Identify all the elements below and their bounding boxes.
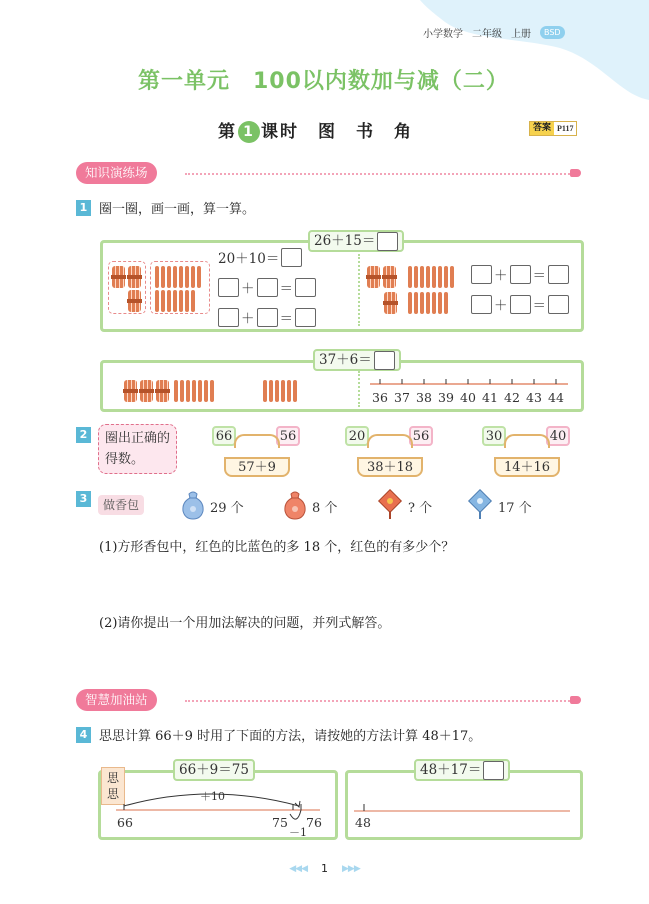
- sachet-square-blue-count: 17 个: [498, 501, 532, 516]
- answer-blank[interactable]: [377, 232, 398, 251]
- right-arrows-icon: ▶▶▶: [342, 863, 360, 874]
- right-bundles: [367, 266, 399, 292]
- number-line-label: 41: [482, 390, 498, 405]
- q4-mid-label: 75: [272, 815, 288, 830]
- page-footer: [0, 862, 649, 875]
- q1-equation-2: ＋ ＝: [218, 277, 316, 297]
- answer-blank[interactable]: [295, 278, 316, 297]
- answer-blank[interactable]: [257, 308, 278, 327]
- q4-jump-label: ＋10: [200, 790, 225, 803]
- answer-blank[interactable]: [471, 265, 492, 284]
- answer-option[interactable]: 20: [345, 426, 369, 446]
- answer-blank[interactable]: [218, 278, 239, 297]
- ten-bundle-extra: [128, 290, 144, 316]
- tens-bundles: [112, 266, 144, 292]
- answer-blank[interactable]: [471, 295, 492, 314]
- bottom-bundles: [124, 380, 172, 406]
- answer-reference: [529, 121, 577, 136]
- answer-blank[interactable]: [510, 265, 531, 284]
- ten-bundle-icon: [128, 266, 141, 288]
- q4-answer-number-line: [350, 800, 575, 816]
- question-number-2: 2: [76, 427, 91, 443]
- q1-bottom-divider: [358, 371, 360, 407]
- q1-bottom-header-text: 37＋6＝: [319, 352, 372, 368]
- sachet-red-count: 8 个: [312, 501, 338, 516]
- q4-back-label: －1: [289, 826, 307, 839]
- ten-bundle-icon: [112, 266, 125, 288]
- header-grade: 二年级: [472, 29, 502, 40]
- sachet-square-red-icon: [376, 489, 404, 525]
- q1-bottom-header: [313, 349, 401, 371]
- answer-blank[interactable]: [374, 351, 395, 370]
- answer-page: P117: [557, 124, 574, 133]
- q4-end-label: 76: [306, 815, 322, 830]
- ten-bundle-icon: [383, 266, 396, 288]
- q3-subquestion-1: (1)方形香包中，红色的比蓝色的多 18 个，红色的有多少个？: [99, 540, 455, 555]
- q2-basket-group: [482, 426, 574, 476]
- page-number: 1: [321, 862, 328, 875]
- header-volume: 上册: [511, 29, 531, 40]
- number-line-label: 43: [526, 390, 542, 405]
- pencil-endcap-icon: [570, 696, 581, 704]
- number-line-label: 42: [504, 390, 520, 405]
- sachet-square-blue-icon: [466, 489, 494, 525]
- number-line-label: 38: [416, 390, 432, 405]
- q4-example-header: 66＋9＝75: [173, 759, 255, 781]
- q1-number-line: [370, 375, 570, 407]
- lesson-prefix: 第: [218, 122, 237, 142]
- publisher-badge: BSD: [540, 26, 565, 39]
- ten-bundle-icon: [140, 380, 153, 402]
- answer-option[interactable]: 40: [546, 426, 570, 446]
- basket-handle-icon: [367, 434, 413, 448]
- ones-rods-row-1: [155, 266, 203, 292]
- basket-expression: 38＋18: [357, 457, 423, 477]
- ten-bundle-icon: [367, 266, 380, 288]
- question-number-1: 1: [76, 200, 91, 216]
- answer-blank[interactable]: [548, 295, 569, 314]
- answer-blank[interactable]: [548, 265, 569, 284]
- basket-handle-icon: [234, 434, 280, 448]
- answer-blank[interactable]: [218, 308, 239, 327]
- q3-label: 做香包: [98, 495, 144, 515]
- sachet-blue-icon: [180, 489, 206, 525]
- q4-answer-start-label: 48: [355, 815, 371, 830]
- q1-right-equation-1: ＋ ＝: [471, 264, 569, 284]
- q2-basket-group: [212, 426, 304, 476]
- answer-label: 答案: [530, 122, 554, 135]
- q2-basket-group: [345, 426, 437, 476]
- right-rods-row-2: [408, 292, 450, 318]
- answer-option[interactable]: 56: [409, 426, 433, 446]
- ten-bundle-icon: [384, 292, 397, 314]
- q1-top-header: [308, 230, 404, 252]
- number-line-label: 39: [438, 390, 454, 405]
- q3-subquestion-2: (2)请你提出一个用加法解决的问题，并列式解答。: [99, 616, 391, 631]
- ten-bundle-icon: [128, 290, 141, 312]
- q1-equation-1: [218, 247, 302, 267]
- q4-answer-header-text: 48＋17＝: [420, 762, 482, 778]
- header-subject: 小学数学: [423, 29, 463, 40]
- lesson-number-badge: 1: [238, 121, 260, 143]
- q4-answer-header: [414, 759, 510, 781]
- left-arrows-icon: ◀◀◀: [289, 863, 307, 874]
- lesson-name: 课时 图 书 角: [261, 122, 413, 142]
- q1-eq1-text: 20＋10＝: [218, 251, 280, 267]
- number-line-label: 40: [460, 390, 476, 405]
- lesson-title: [218, 117, 413, 143]
- sachet-red-icon: [282, 489, 308, 525]
- answer-option[interactable]: 66: [212, 426, 236, 446]
- basket-expression: 14＋16: [494, 457, 560, 477]
- number-line-label: 37: [394, 390, 410, 405]
- answer-blank[interactable]: [257, 278, 278, 297]
- section-wisdom-pill: 智慧加油站: [76, 689, 157, 711]
- section-practice-pill: 知识演练场: [76, 162, 157, 184]
- question-number-3: 3: [76, 491, 91, 507]
- q4-start-label: 66: [117, 815, 133, 830]
- answer-blank[interactable]: [295, 308, 316, 327]
- question-4-text: 思思计算 66＋9 时用了下面的方法，请按她的方法计算 48＋17。: [99, 729, 482, 744]
- number-line-label: 44: [548, 390, 564, 405]
- section-divider: [185, 173, 570, 175]
- number-line-axis: [370, 375, 570, 389]
- q1-top-header-text: 26＋15＝: [314, 233, 376, 249]
- q4-name-tag: 思思: [101, 767, 125, 805]
- sachet-blue-count: 29 个: [210, 501, 244, 516]
- answer-blank[interactable]: [510, 295, 531, 314]
- pencil-endcap-icon: [570, 169, 581, 177]
- answer-blank[interactable]: [281, 248, 302, 267]
- bottom-rods-2: [263, 380, 299, 406]
- sachet-square-red-count: ? 个: [408, 501, 433, 516]
- number-line-label: 36: [372, 390, 388, 405]
- basket-expression: 57＋9: [224, 457, 290, 477]
- right-rods-row-1: [408, 266, 456, 292]
- answer-blank[interactable]: [483, 761, 504, 780]
- q1-right-equation-2: ＋ ＝: [471, 294, 569, 314]
- right-bundle-extra: [384, 292, 400, 318]
- question-1-text: 圈一圈，画一画，算一算。: [99, 202, 256, 217]
- q1-equation-3: ＋ ＝: [218, 307, 316, 327]
- bottom-rods-1: [174, 380, 216, 406]
- header-meta: [423, 25, 565, 40]
- ones-rods-row-2: [155, 290, 197, 316]
- answer-option[interactable]: 56: [276, 426, 300, 446]
- unit-title: 第一单元 100以内数加与减（二）: [138, 69, 509, 94]
- answer-option[interactable]: 30: [482, 426, 506, 446]
- question-number-4: 4: [76, 727, 91, 743]
- ten-bundle-icon: [156, 380, 169, 402]
- q1-panel-divider: [358, 254, 360, 326]
- ten-bundle-icon: [124, 380, 137, 402]
- basket-handle-icon: [504, 434, 550, 448]
- section-divider: [185, 700, 570, 702]
- q2-instruction: 圈出正确的得数。: [98, 424, 177, 474]
